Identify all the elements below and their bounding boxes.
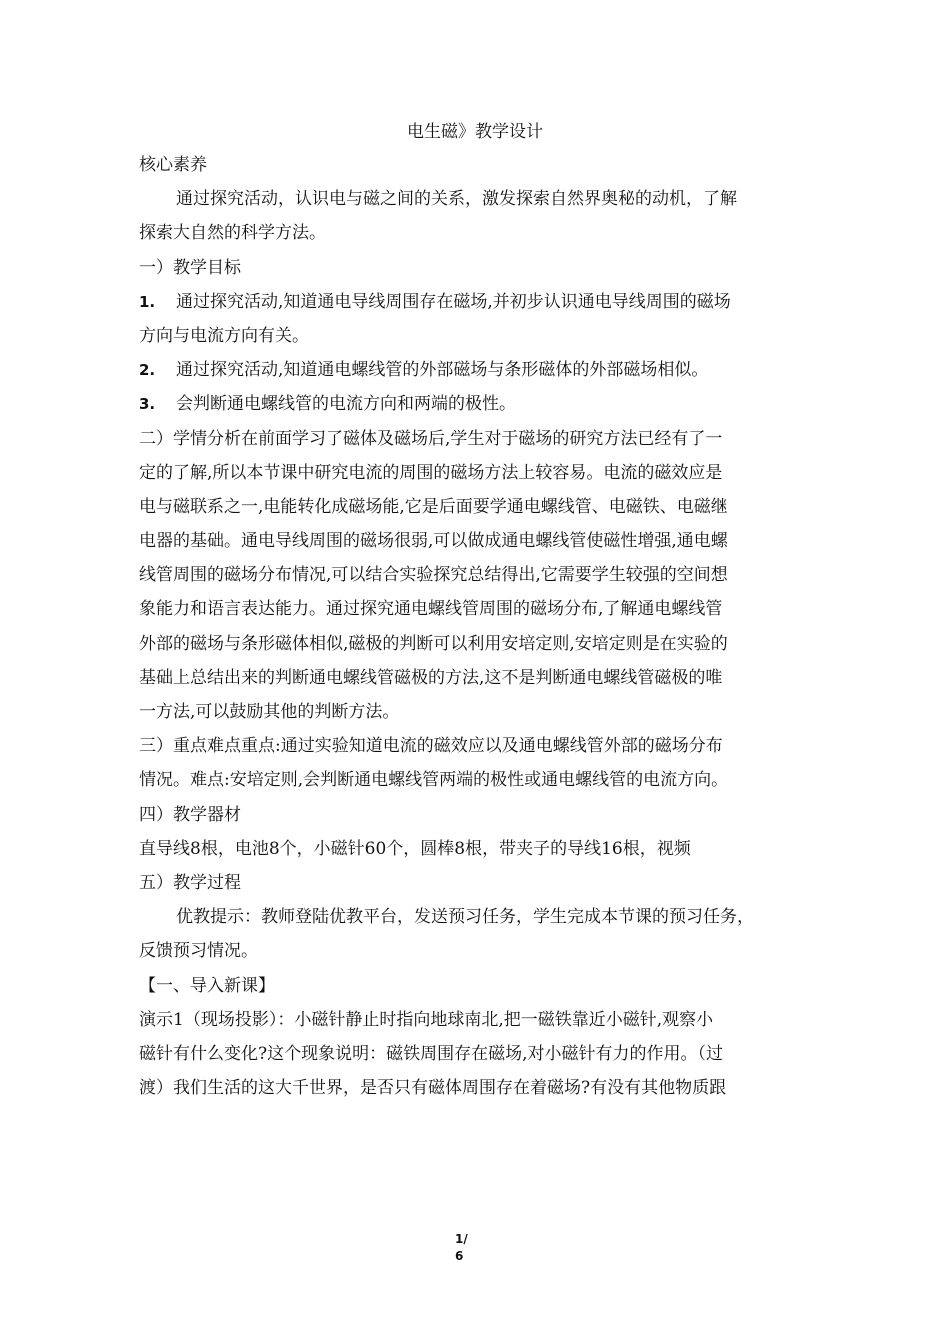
section-heading-goals: 一）教学目标 xyxy=(139,257,241,278)
analysis-line: 线管周围的磁场分布情况,可以结合实验探究总结得出,它需要学生较强的空间想 xyxy=(139,565,728,586)
page-number xyxy=(455,1231,495,1265)
keypoints-line: 三）重点难点重点:通过实验知道电流的磁效应以及通电螺线管外部的磁场分布 xyxy=(139,736,723,757)
section-heading-process: 五）教学过程 xyxy=(139,872,241,893)
goal-number: 2. xyxy=(139,361,156,380)
goal-text: 会判断通电螺线管的电流方向和两端的极性。 xyxy=(176,394,516,415)
demo-line: 渡）我们生活的这大千世界，是否只有磁体周围存在着磁场?有没有其他物质跟 xyxy=(139,1078,727,1099)
demo-line: 演示1（现场投影）：小磁针静止时指向地球南北,把一磁铁靠近小磁针,观察小 xyxy=(139,1009,714,1030)
document-title: 电生磁》教学设计 xyxy=(407,122,543,142)
goal-item-1 xyxy=(139,285,819,319)
goal-item-2 xyxy=(139,353,819,387)
hint-line: 优教提示：教师登陆优教平台，发送预习任务，学生完成本节课的预习任务， xyxy=(176,907,754,928)
goal-number: 1. xyxy=(139,292,156,311)
analysis-line: 基础上总结出来的判断通电螺线管磁极的方法,这不是判断通电螺线管磁极的唯 xyxy=(139,667,723,688)
section-heading-equipment: 四）教学器材 xyxy=(139,804,241,825)
section-heading-intro: 【一、导入新课】 xyxy=(139,975,275,996)
paragraph-line: 探索大自然的科学方法。 xyxy=(139,223,326,244)
goal-number: 3. xyxy=(139,395,156,414)
page-number-top: 1/ xyxy=(455,1232,468,1246)
analysis-line: 二）学情分析在前面学习了磁体及磁场后,学生对于磁场的研究方法已经有了一 xyxy=(139,428,723,449)
goal-item-1-continued: 方向与电流方向有关。 xyxy=(139,325,309,346)
goal-text: 通过探究活动,知道通电螺线管的外部磁场与条形磁体的外部磁场相似。 xyxy=(176,360,709,381)
analysis-line: 电与磁联系之一,电能转化成磁场能,它是后面要学通电螺线管、电磁铁、电磁继 xyxy=(139,496,728,517)
analysis-line: 定的了解,所以本节课中研究电流的周围的磁场方法上较容易。电流的磁效应是 xyxy=(139,462,723,483)
demo-line: 磁针有什么变化?这个现象说明：磁铁周围存在磁场,对小磁针有力的作用。（过 xyxy=(139,1043,724,1064)
equipment-list: 直导线8根，电池8个，小磁针60个，圆棒8根，带夹子的导线16根，视频 xyxy=(139,838,691,859)
hint-line: 反馈预习情况。 xyxy=(139,941,258,962)
paragraph-line: 通过探究活动，认识电与磁之间的关系，激发探索自然界奥秘的动机，了解 xyxy=(176,189,737,210)
analysis-line: 象能力和语言表达能力。通过探究通电螺线管周围的磁场分布,了解通电螺线管 xyxy=(139,599,723,620)
goal-item-3 xyxy=(139,387,819,421)
analysis-line: 外部的磁场与条形磁体相似,磁极的判断可以利用安培定则,安培定则是在实验的 xyxy=(139,633,728,654)
analysis-line: 一方法,可以鼓励其他的判断方法。 xyxy=(139,702,400,722)
page-number-bottom: 6 xyxy=(455,1249,464,1263)
keypoints-line: 情况。难点:安培定则,会判断通电螺线管两端的极性或通电螺线管的电流方向。 xyxy=(139,770,729,791)
goal-text: 通过探究活动,知道通电导线周围存在磁场,并初步认识通电导线周围的磁场 xyxy=(176,291,731,312)
section-heading-core: 核心素养 xyxy=(139,155,207,175)
document-body xyxy=(139,148,819,1105)
analysis-line: 电器的基础。通电导线周围的磁场很弱,可以做成通电螺线管使磁性增强,通电螺 xyxy=(139,531,728,552)
